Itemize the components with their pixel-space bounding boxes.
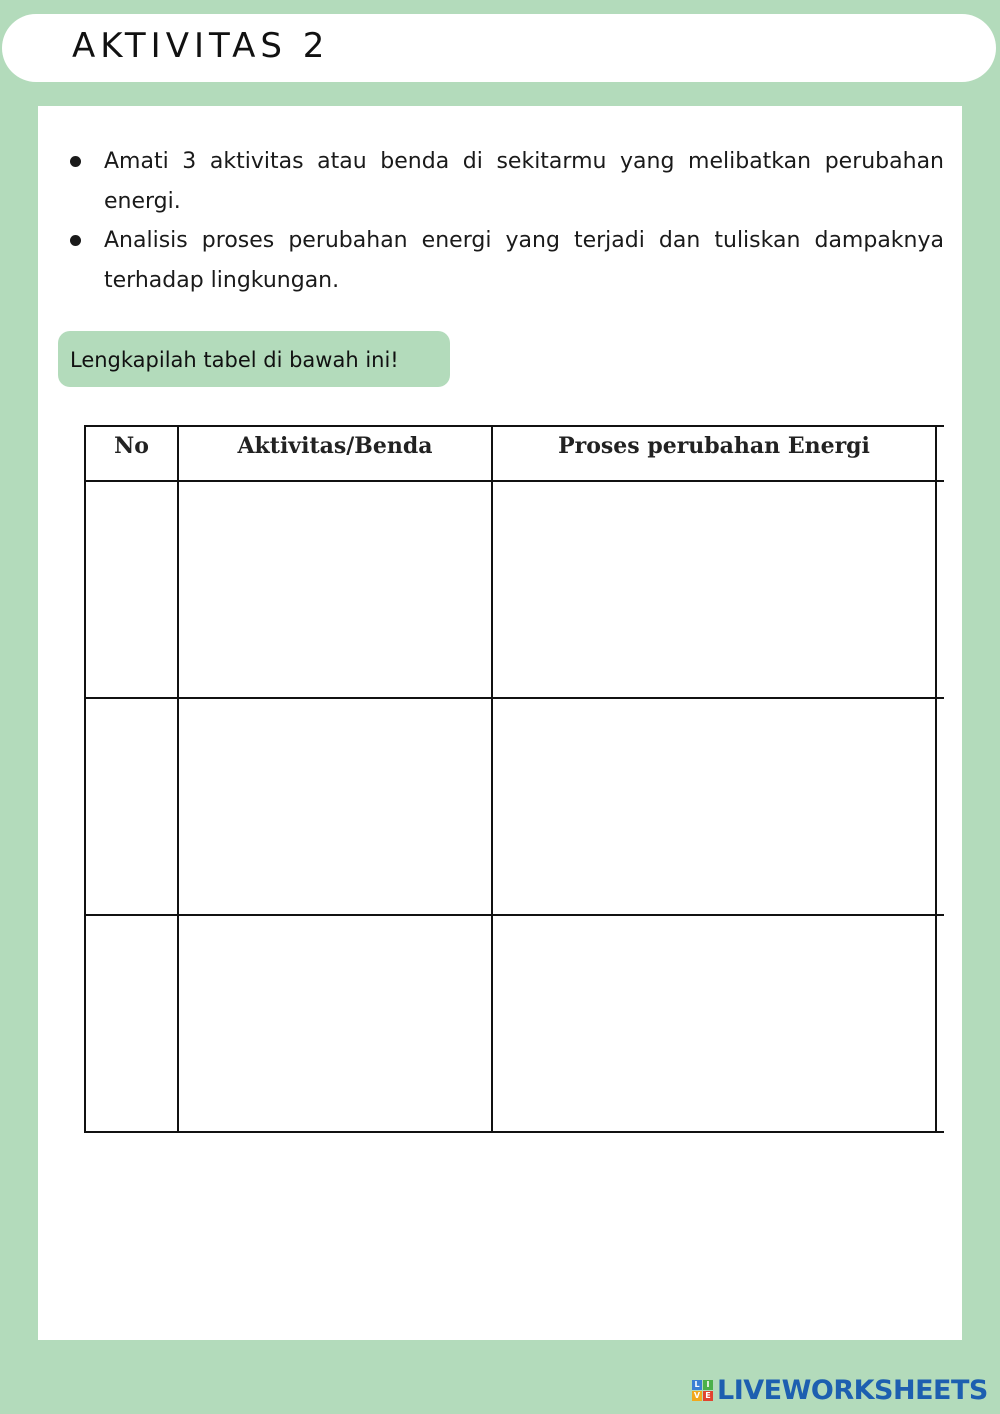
cell-energy-process-input[interactable] [492, 915, 936, 1132]
cell-no-input[interactable] [85, 698, 178, 915]
logo-letter-v: V [693, 1390, 701, 1400]
header-no: No [85, 426, 178, 481]
header-activity: Aktivitas/Benda [178, 426, 492, 481]
liveworksheets-logo[interactable] [692, 1374, 988, 1406]
logo-letter-l: L [692, 1380, 702, 1390]
instruction-item [66, 221, 944, 300]
cell-no-input[interactable] [85, 915, 178, 1132]
answer-table-wrapper [84, 425, 944, 1140]
table-row [85, 915, 944, 1132]
prompt-text: Lengkapilah tabel di bawah ini! [70, 348, 399, 372]
table-header-row [85, 426, 944, 481]
logo-letter-e: E [703, 1391, 713, 1401]
header-energy-process: Proses perubahan Energi [492, 426, 936, 481]
cell-energy-process-input[interactable] [492, 698, 936, 915]
brand-name: LIVEWORKSHEETS [717, 1374, 988, 1406]
instruction-item [66, 142, 944, 221]
cell-activity-input[interactable] [178, 915, 492, 1132]
cell-cut-off [936, 698, 944, 915]
bullet-icon [70, 156, 81, 167]
instruction-text: Amati 3 aktivitas atau benda di sekitarmu yang melibatkan perubahan energi. [104, 149, 944, 214]
cell-activity-input[interactable] [178, 698, 492, 915]
cell-activity-input[interactable] [178, 481, 492, 698]
liveworksheets-mark-icon [692, 1380, 713, 1401]
cell-no-input[interactable] [85, 481, 178, 698]
bullet-icon [70, 235, 81, 246]
table-row [85, 481, 944, 698]
cell-energy-process-input[interactable] [492, 481, 936, 698]
instruction-list [66, 142, 944, 300]
header-cut-off-column [936, 426, 944, 481]
cell-cut-off [936, 481, 944, 698]
page-title: AKTIVITAS 2 [72, 26, 330, 66]
instruction-text: Analisis proses perubahan energi yang terjadi dan tuliskan dampaknya terhadap lingkungan. [104, 228, 944, 293]
table-row [85, 698, 944, 915]
answer-table [84, 425, 944, 1133]
logo-letter-i: I [703, 1380, 713, 1390]
cell-cut-off [936, 915, 944, 1132]
